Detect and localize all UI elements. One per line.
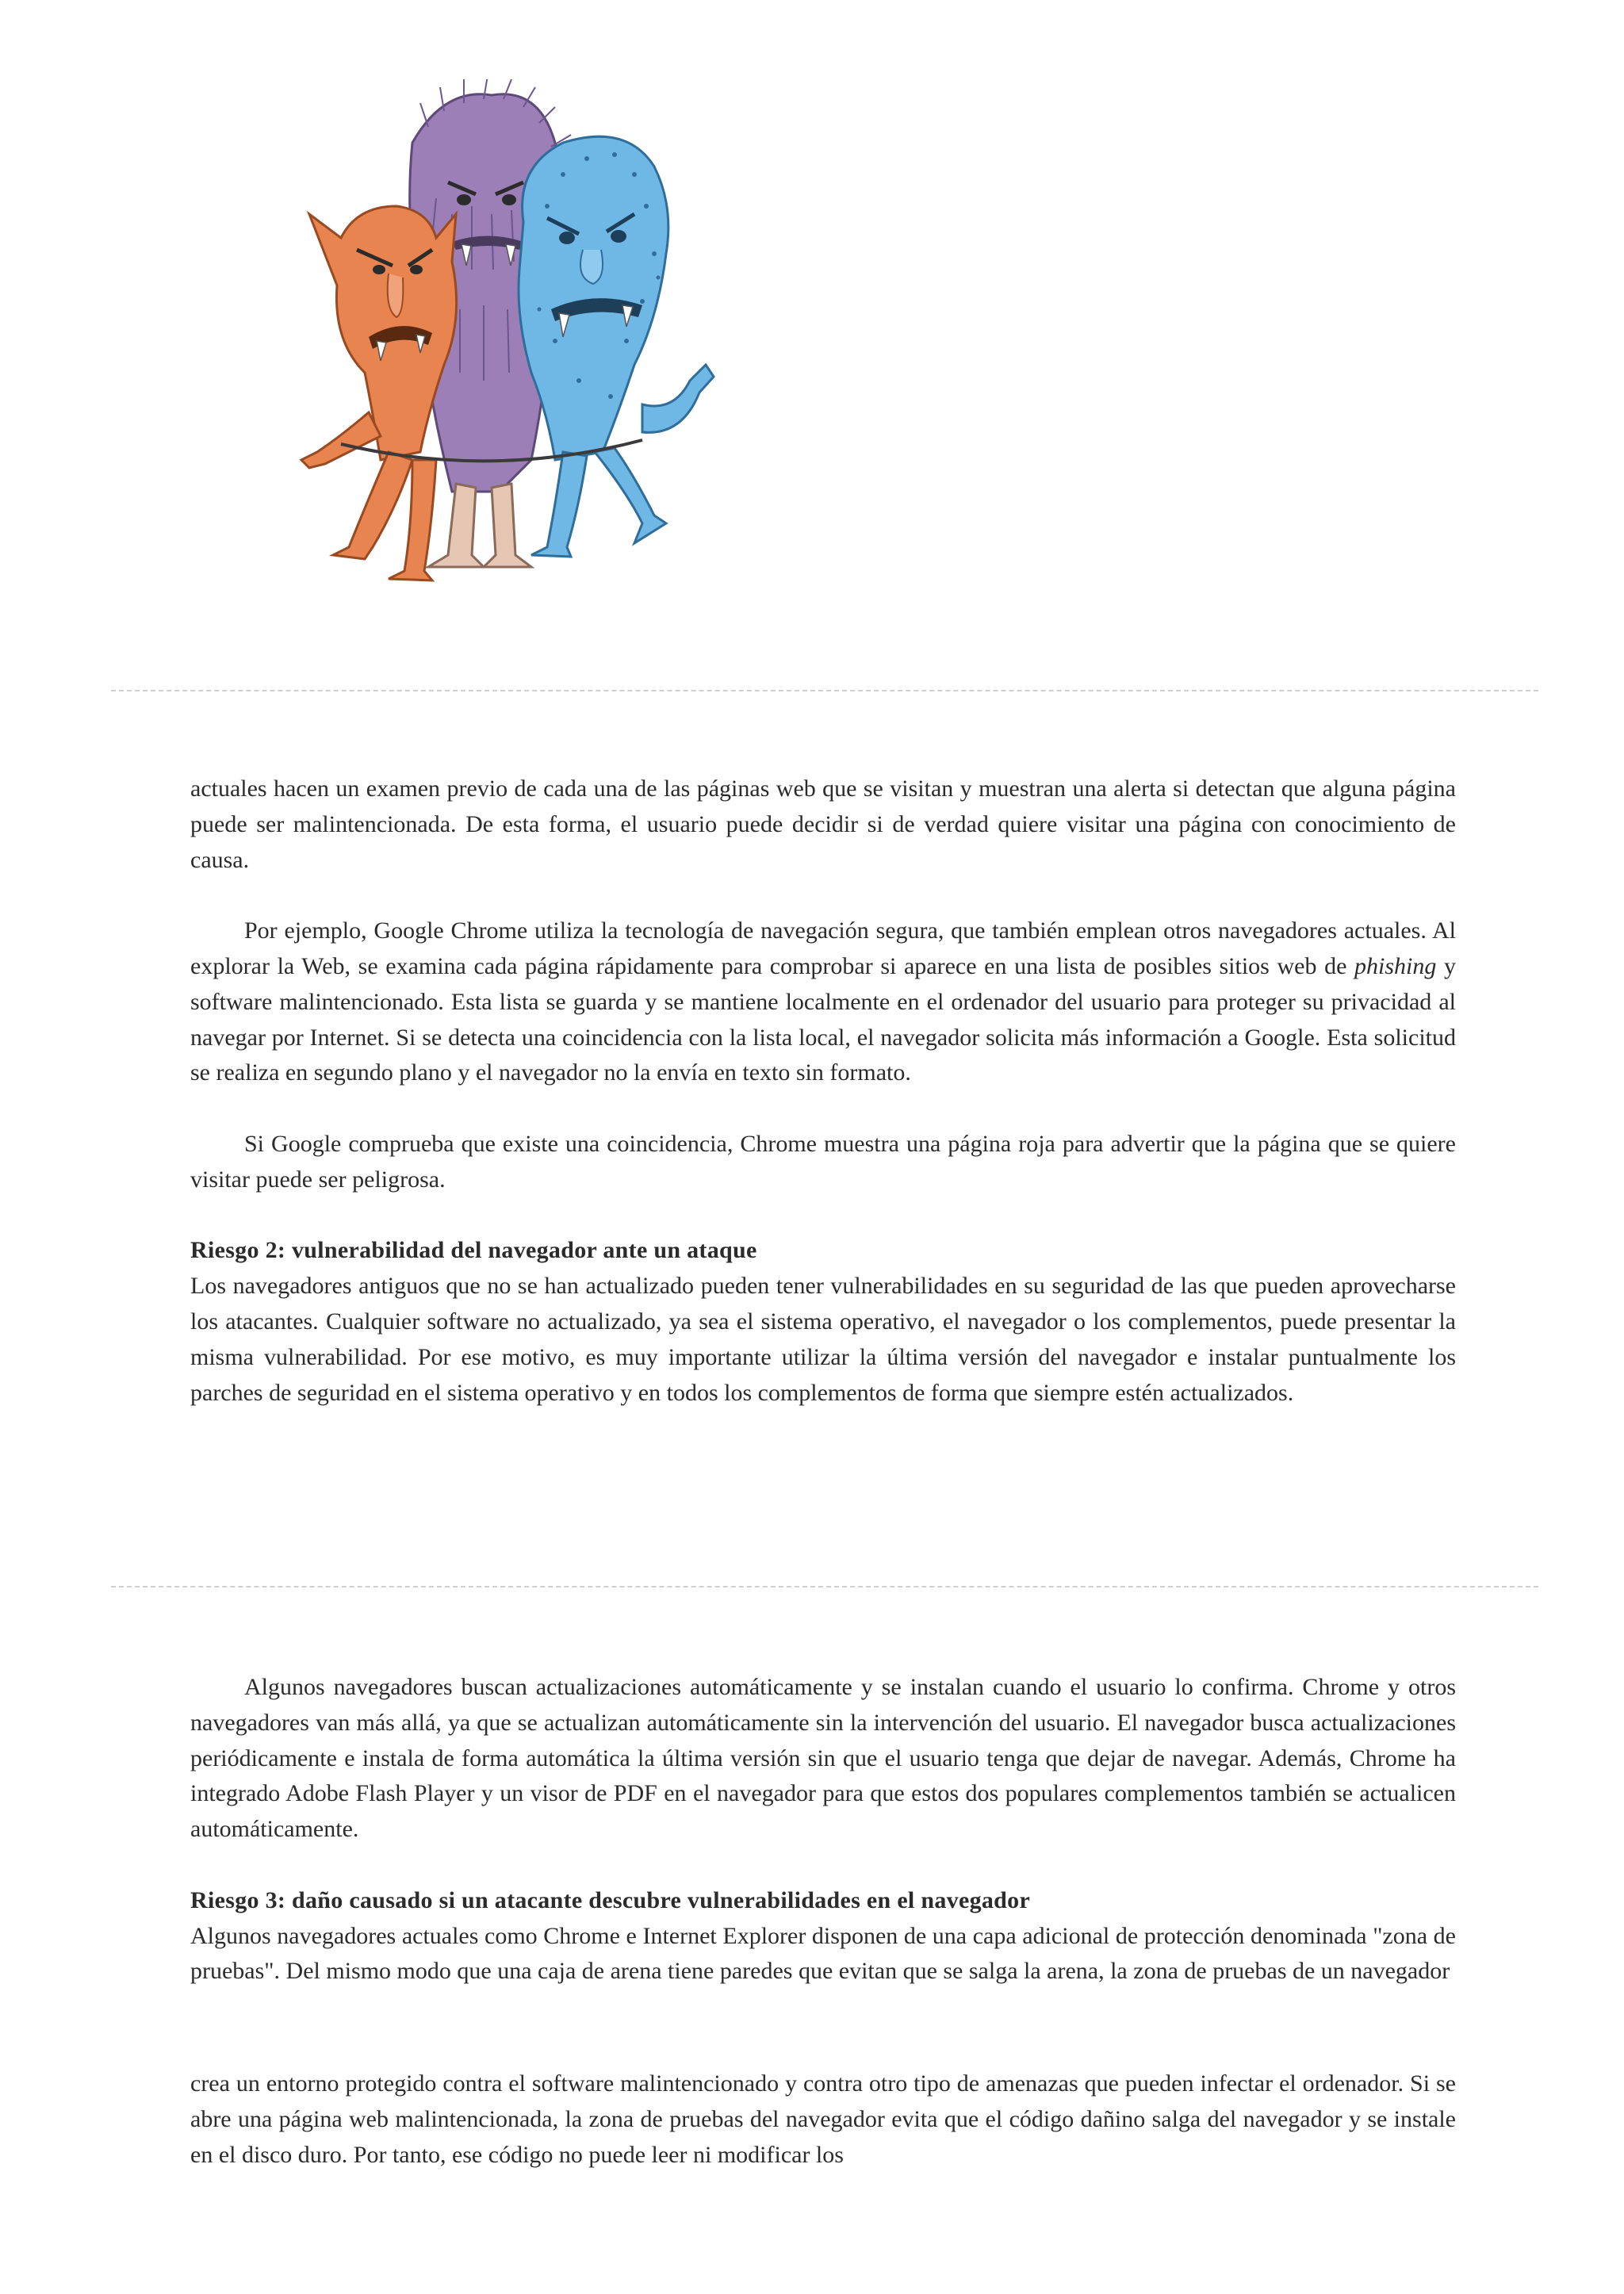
blue-monster [519,136,714,557]
phishing-term: phishing [1354,952,1437,979]
content-block-safe-browsing [190,772,1456,1411]
paragraph-safe-browsing-text-b: y software malintencionado. Esta lista se guarda y se mantiene localmente en el ordenador del usuario para proteger su privacidad al navegar por Internet. Si se detecta una coincidencia con la lista local, el navegador solicita más información a Google. Esta solicitud se realiza en segundo plano y el navegador no la envía en texto sin formato. [190,952,1456,1086]
three-monsters-illustration [293,79,722,626]
content-block-auto-updates [190,1670,1456,1990]
paragraph-outdated-browsers: Los navegadores antiguos que no se han actualizado pueden tener vulnerabilidades en su seguridad de las que pueden aprovecharse los atacantes. Cualquier software no actualizado, ya sea el sistema operativo, el navegador o los complementos, puede presentar la misma vulnerabilidad. Por ese motivo, es muy importante utilizar la última versión del navegador e instalar puntualmente los parches de seguridad en el sistema operativo y en todos los complementos de forma que siempre estén actualizados. [190,1273,1456,1406]
heading-risk-2: Riesgo 2: vulnerabilidad del navegador ante un ataque [190,1237,757,1264]
paragraph-sandbox-continued: crea un entorno protegido contra el software malintencionado y contra otro tipo de amenazas que pueden infectar el ordenador. Si se abre una página web malintencionada, la zona de pruebas del navegador evita que el código dañino salga del navegador y se instale en el disco duro. Por tanto, ese código no puede leer ni modificar los [190,2070,1456,2168]
paragraph-red-warning: Si Google comprueba que existe una coincidencia, Chrome muestra una página roja para advertir que la página que se quiere visitar puede ser peligrosa. [190,1130,1456,1193]
heading-risk-3: Riesgo 3: daño causado si un atacante descubre vulnerabilidades en el navegador [190,1886,1031,1913]
section-divider-top [111,690,1538,691]
paragraph-safe-browsing-text-a: Por ejemplo, Google Chrome utiliza la tecnología de navegación segura, que también emplean otros navegadores actuales. Al explorar la Web, se examina cada página rápidamente para comprobar si aparece en una lista de posibles sitios web de [190,917,1456,979]
section-divider-bottom [111,1586,1538,1587]
orange-monster [301,206,457,580]
paragraph-alert-intro: actuales hacen un examen previo de cada una de las páginas web que se visitan y muestran una alerta si detectan que alguna página puede ser malintencionada. De esta forma, el usuario puede decidir si de verdad quiere visitar una página con conocimiento de causa. [190,776,1456,873]
content-block-sandbox [190,2066,1456,2173]
paragraph-auto-updates: Algunos navegadores buscan actualizaciones automáticamente y se instalan cuando el usuario lo confirma. Chrome y otros navegadores van más allá, ya que se actualizan automáticamente sin la intervención del usuario. El navegador busca actualizaciones periódicamente e instala de forma automática la última versión sin que el usuario tenga que dejar de navegar. Además, Chrome ha integrado Adobe Flash Player y un visor de PDF en el navegador para que estos dos populares complementos también se actualicen automáticamente. [190,1674,1456,1843]
paragraph-sandbox-intro: Algunos navegadores actuales como Chrome e Internet Explorer disponen de una capa adicional de protección denominada "zona de pruebas". Del mismo modo que una caja de arena tiene paredes que evitan que se salga la arena, la zona de pruebas de un navegador [190,1922,1456,1985]
paragraph-safe-browsing [190,913,1456,1091]
